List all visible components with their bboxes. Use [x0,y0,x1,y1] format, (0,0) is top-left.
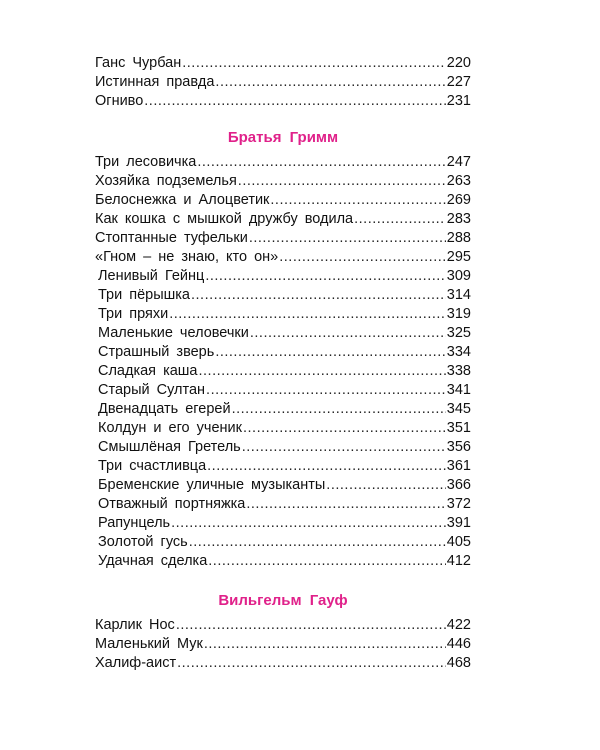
dot-leader [169,305,446,324]
toc-entry [95,343,471,362]
dot-leader [197,153,445,172]
entry-title: Золотой гусь [98,534,188,550]
entry-title: Карлик Нос [95,617,175,633]
entry-title: Ленивый Гейнц [98,268,205,284]
entry-title: «Гном – не знаю, кто он» [95,249,279,265]
grimm-section [95,153,471,571]
toc-entry [95,654,471,673]
entry-title: Маленькие человечки [98,325,249,341]
entry-title: Как кошка с мышкой дружбу водила [95,211,354,227]
entry-page: 334 [446,344,471,360]
dot-leader [144,92,446,111]
entry-title: Ганс Чурбан [95,55,182,71]
dot-leader [205,267,445,286]
entry-title: Двенадцать егерей [98,401,231,417]
toc-entry [95,248,471,267]
dot-leader [279,248,446,267]
dot-leader [326,476,446,495]
andersen-section [95,54,471,111]
entry-page: 220 [446,55,471,71]
toc-entry [95,267,471,286]
dot-leader [242,438,446,457]
dot-leader [232,400,446,419]
entry-title: Рапунцель [98,515,171,531]
toc-entry [95,457,471,476]
dot-leader [243,419,446,438]
toc-entry [95,172,471,191]
entry-page: 446 [446,636,471,652]
entry-page: 412 [446,553,471,569]
section-heading-grimm: Братья Гримм [227,129,339,146]
dot-leader [270,191,445,210]
dot-leader [215,73,445,92]
toc-entry [95,635,471,654]
entry-title: Истинная правда [95,74,215,90]
dot-leader [249,229,446,248]
entry-page: 422 [446,617,471,633]
toc-entry [95,191,471,210]
entry-page: 325 [446,325,471,341]
entry-page: 309 [446,268,471,284]
dot-leader [176,616,446,635]
entry-title: Старый Султан [98,382,206,398]
dot-leader [177,654,446,673]
dot-leader [204,635,446,654]
entry-page: 351 [446,420,471,436]
entry-page: 295 [446,249,471,265]
entry-page: 227 [446,74,471,90]
toc-entry [95,400,471,419]
entry-title: Удачная сделка [98,553,208,569]
entry-page: 314 [446,287,471,303]
entry-page: 361 [446,458,471,474]
toc-entry [95,381,471,400]
entry-page: 468 [446,655,471,671]
entry-title: Бременские уличные музыканты [98,477,326,493]
toc-entry [95,533,471,552]
entry-page: 372 [446,496,471,512]
entry-title: Три пряхи [98,306,169,322]
dot-leader [238,172,446,191]
toc-entry [95,324,471,343]
dot-leader [191,286,446,305]
entry-title: Отважный портняжка [98,496,246,512]
toc-entry [95,362,471,381]
dot-leader [207,457,446,476]
section-heading-hauff: Вильгельм Гауф [218,592,348,609]
entry-page: 341 [446,382,471,398]
entry-title: Страшный зверь [98,344,215,360]
entry-title: Колдун и его ученик [98,420,242,436]
toc-entry [95,419,471,438]
hauff-section [95,616,471,673]
entry-page: 356 [446,439,471,455]
entry-page: 288 [446,230,471,246]
dot-leader [206,381,446,400]
entry-title: Халиф-аист [95,655,177,671]
toc-entry [95,616,471,635]
toc-entry [95,73,471,92]
toc-entry [95,153,471,172]
dot-leader [208,552,446,571]
entry-title: Белоснежка и Алоцветик [95,192,270,208]
toc-entry [95,438,471,457]
entry-title: Маленький Мук [95,636,203,652]
entry-title: Три пёрышка [98,287,190,303]
entry-title: Сладкая каша [98,363,198,379]
table-of-contents [95,54,471,673]
dot-leader [171,514,446,533]
entry-page: 319 [446,306,471,322]
dot-leader [189,533,446,552]
dot-leader [199,362,446,381]
toc-entry [95,476,471,495]
entry-title: Стоптанные туфельки [95,230,248,246]
toc-entry [95,305,471,324]
entry-title: Три счастливца [98,458,207,474]
toc-entry [95,286,471,305]
dot-leader [354,210,446,229]
entry-title: Огниво [95,93,144,109]
entry-title: Три лесовичка [95,154,197,170]
entry-page: 345 [446,401,471,417]
toc-entry [95,54,471,73]
dot-leader [182,54,446,73]
toc-entry [95,92,471,111]
entry-page: 366 [446,477,471,493]
entry-title: Хозяйка подземелья [95,173,237,189]
entry-page: 231 [446,93,471,109]
toc-entry [95,210,471,229]
toc-entry [95,495,471,514]
dot-leader [246,495,445,514]
entry-page: 405 [446,534,471,550]
dot-leader [215,343,445,362]
entry-page: 391 [446,515,471,531]
toc-entry [95,514,471,533]
entry-page: 247 [446,154,471,170]
entry-page: 338 [446,363,471,379]
toc-entry [95,229,471,248]
toc-entry [95,552,471,571]
entry-page: 283 [446,211,471,227]
dot-leader [250,324,446,343]
entry-title: Смышлёная Гретель [98,439,241,455]
entry-page: 269 [446,192,471,208]
entry-page: 263 [446,173,471,189]
